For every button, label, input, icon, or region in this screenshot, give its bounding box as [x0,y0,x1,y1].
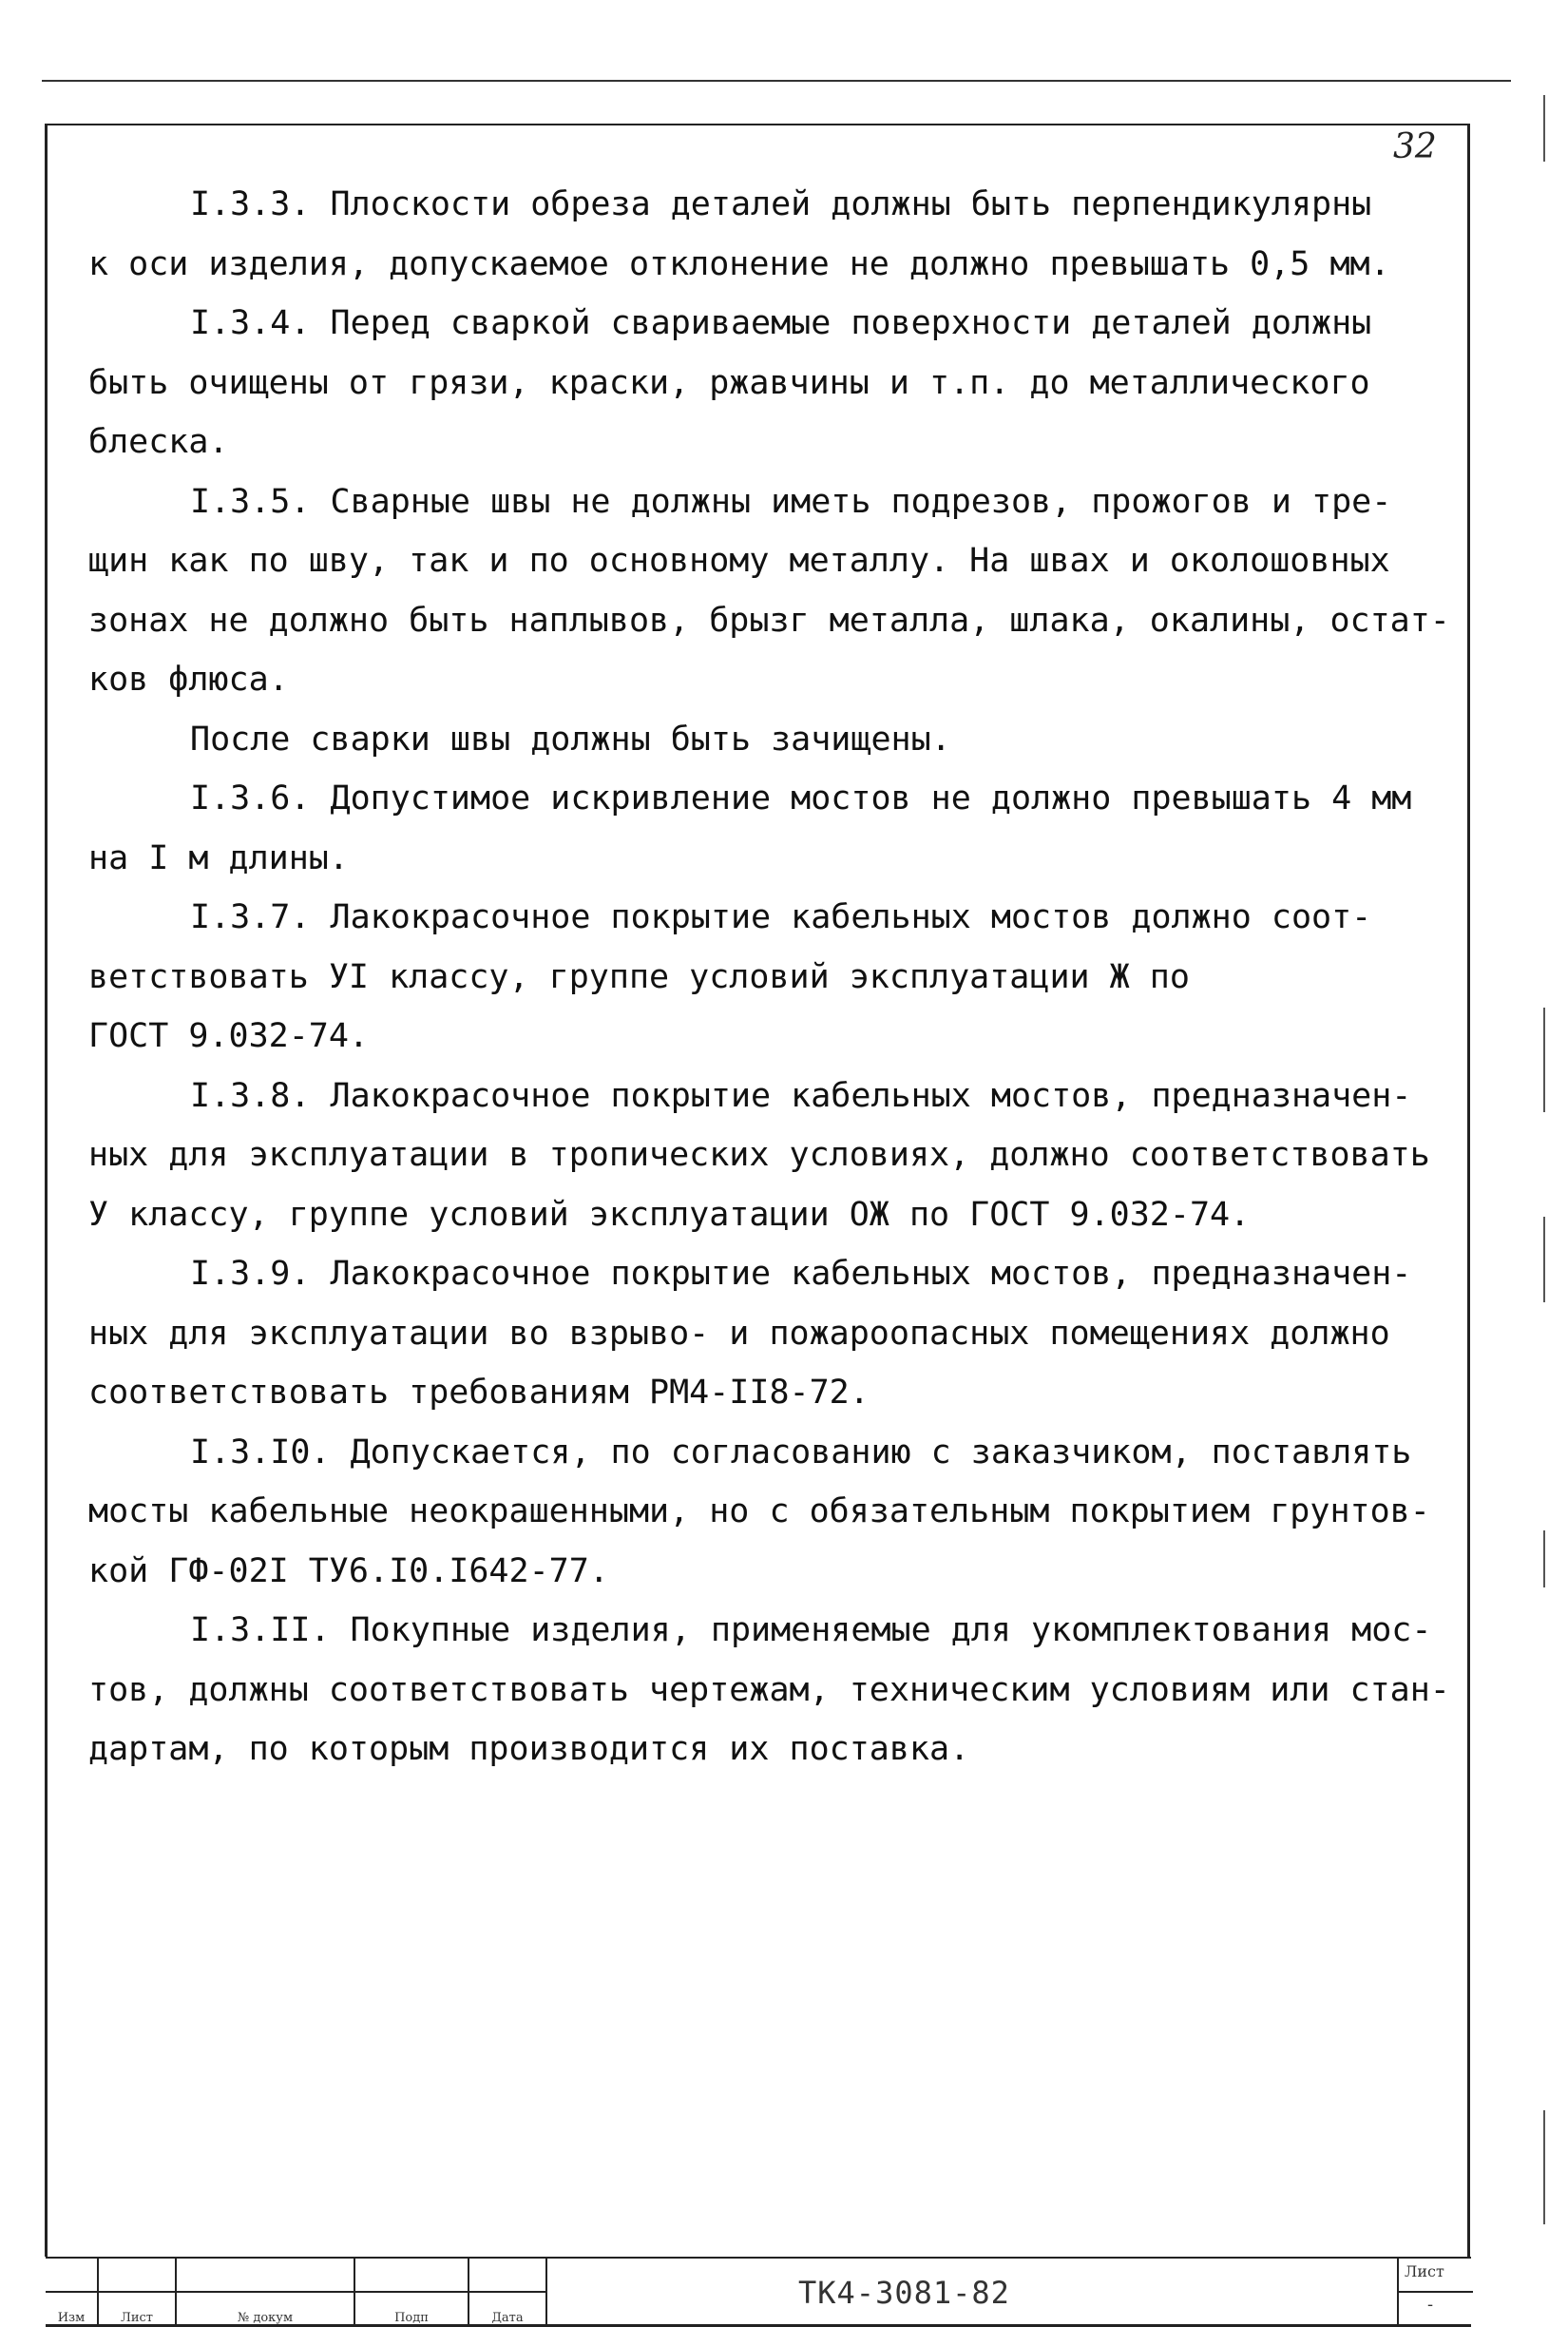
text-line: на I м длины. [88,838,349,877]
text-line: быть очищены от грязи, краски, ржавчины и т.п. до металлического [88,363,1370,402]
document-body [88,175,1457,1779]
sheet-box [1397,2257,1473,2325]
text-line: тов, должны соответствовать чертежам, техническим условиям или стан- [88,1670,1450,1709]
text-line: ных для эксплуатации в тропических условиях, должно соответствовать [88,1136,1430,1174]
sheet-number: - [1427,2295,1434,2315]
text-line: блеска. [88,423,229,461]
text-line: I.3.II. Покупные изделия, применяемые для укомплектования мос- [190,1611,1432,1649]
header-doc-number: № докум [177,2293,355,2327]
text-line: I.3.3. Плоскости обреза деталей должны быть перпендикулярны [190,185,1372,223]
document-code: ТК4-3081-82 [798,2275,1010,2311]
margin-mark [1543,1530,1545,1587]
text-line: I.3.6. Допустимое искривление мостов не должно превышать 4 мм [190,779,1412,817]
text-line: дартам, по которым производится их поставка. [88,1730,970,1768]
text-line: соответствовать требованиям РМ4-II8-72. [88,1374,870,1412]
margin-mark [1543,1217,1545,1302]
text-line: зонах не должно быть наплывов, брызг металла, шлака, окалины, остат- [88,601,1450,640]
sheet-divider [1399,2291,1473,2293]
text-line: После сварки швы должны быть зачищены. [190,720,951,759]
text-line: У классу, группе условий эксплуатации ОЖ по ГОСТ 9.032-74. [88,1195,1251,1234]
text-line: I.3.4. Перед сваркой свариваемые поверхности деталей должны [190,304,1372,342]
text-line: кой ГФ-02I ТУ6.I0.I642-77. [88,1551,609,1590]
text-line: щин как по шву, так и по основному металлу. На швах и околошовных [88,542,1390,580]
text-line: мосты кабельные неокрашенными, но с обязательным покрытием грунтов- [88,1492,1430,1530]
text-line: I.3.5. Сварные швы не должны иметь подрезов, прожогов и тре- [190,482,1392,521]
text-line: ветствовать УI классу, группе условий эксплуатации Ж по [88,957,1190,996]
header-signature: Подп [355,2293,469,2327]
revision-cell [469,2259,547,2293]
text-line: I.3.8. Лакокрасочное покрытие кабельных мостов, предназначен- [190,1076,1412,1115]
sheet-label: Лист [1405,2262,1444,2280]
text-line: ГОСТ 9.032-74. [88,1017,370,1055]
text-line: I.3.9. Лакокрасочное покрытие кабельных мостов, предназначен- [190,1255,1412,1293]
revision-cell [46,2259,99,2293]
header-list: Лист [99,2293,177,2327]
page-number: 32 [1393,127,1437,166]
text-line: ных для эксплуатации во взрыво- и пожароопасных помещениях должно [88,1314,1390,1353]
text-line: I.3.7. Лакокрасочное покрытие кабельных мостов должно соот- [190,898,1372,936]
text-line: ков флюса. [88,661,289,699]
top-rule [42,80,1511,82]
revision-cell [177,2259,355,2293]
revision-cell [99,2259,177,2293]
margin-mark [1543,1008,1545,1112]
margin-mark [1543,2110,1545,2224]
header-date: Дата [469,2293,547,2327]
title-block [46,2257,1471,2327]
margin-mark [1543,95,1545,162]
revision-cell [355,2259,469,2293]
text-line: I.3.I0. Допускается, по согласованию с заказчиком, поставлять [190,1433,1412,1471]
text-line: к оси изделия, допускаемое отклонение не должно превышать 0,5 мм. [88,244,1390,283]
revision-table [46,2259,547,2327]
header-izm: Изм [46,2293,99,2327]
